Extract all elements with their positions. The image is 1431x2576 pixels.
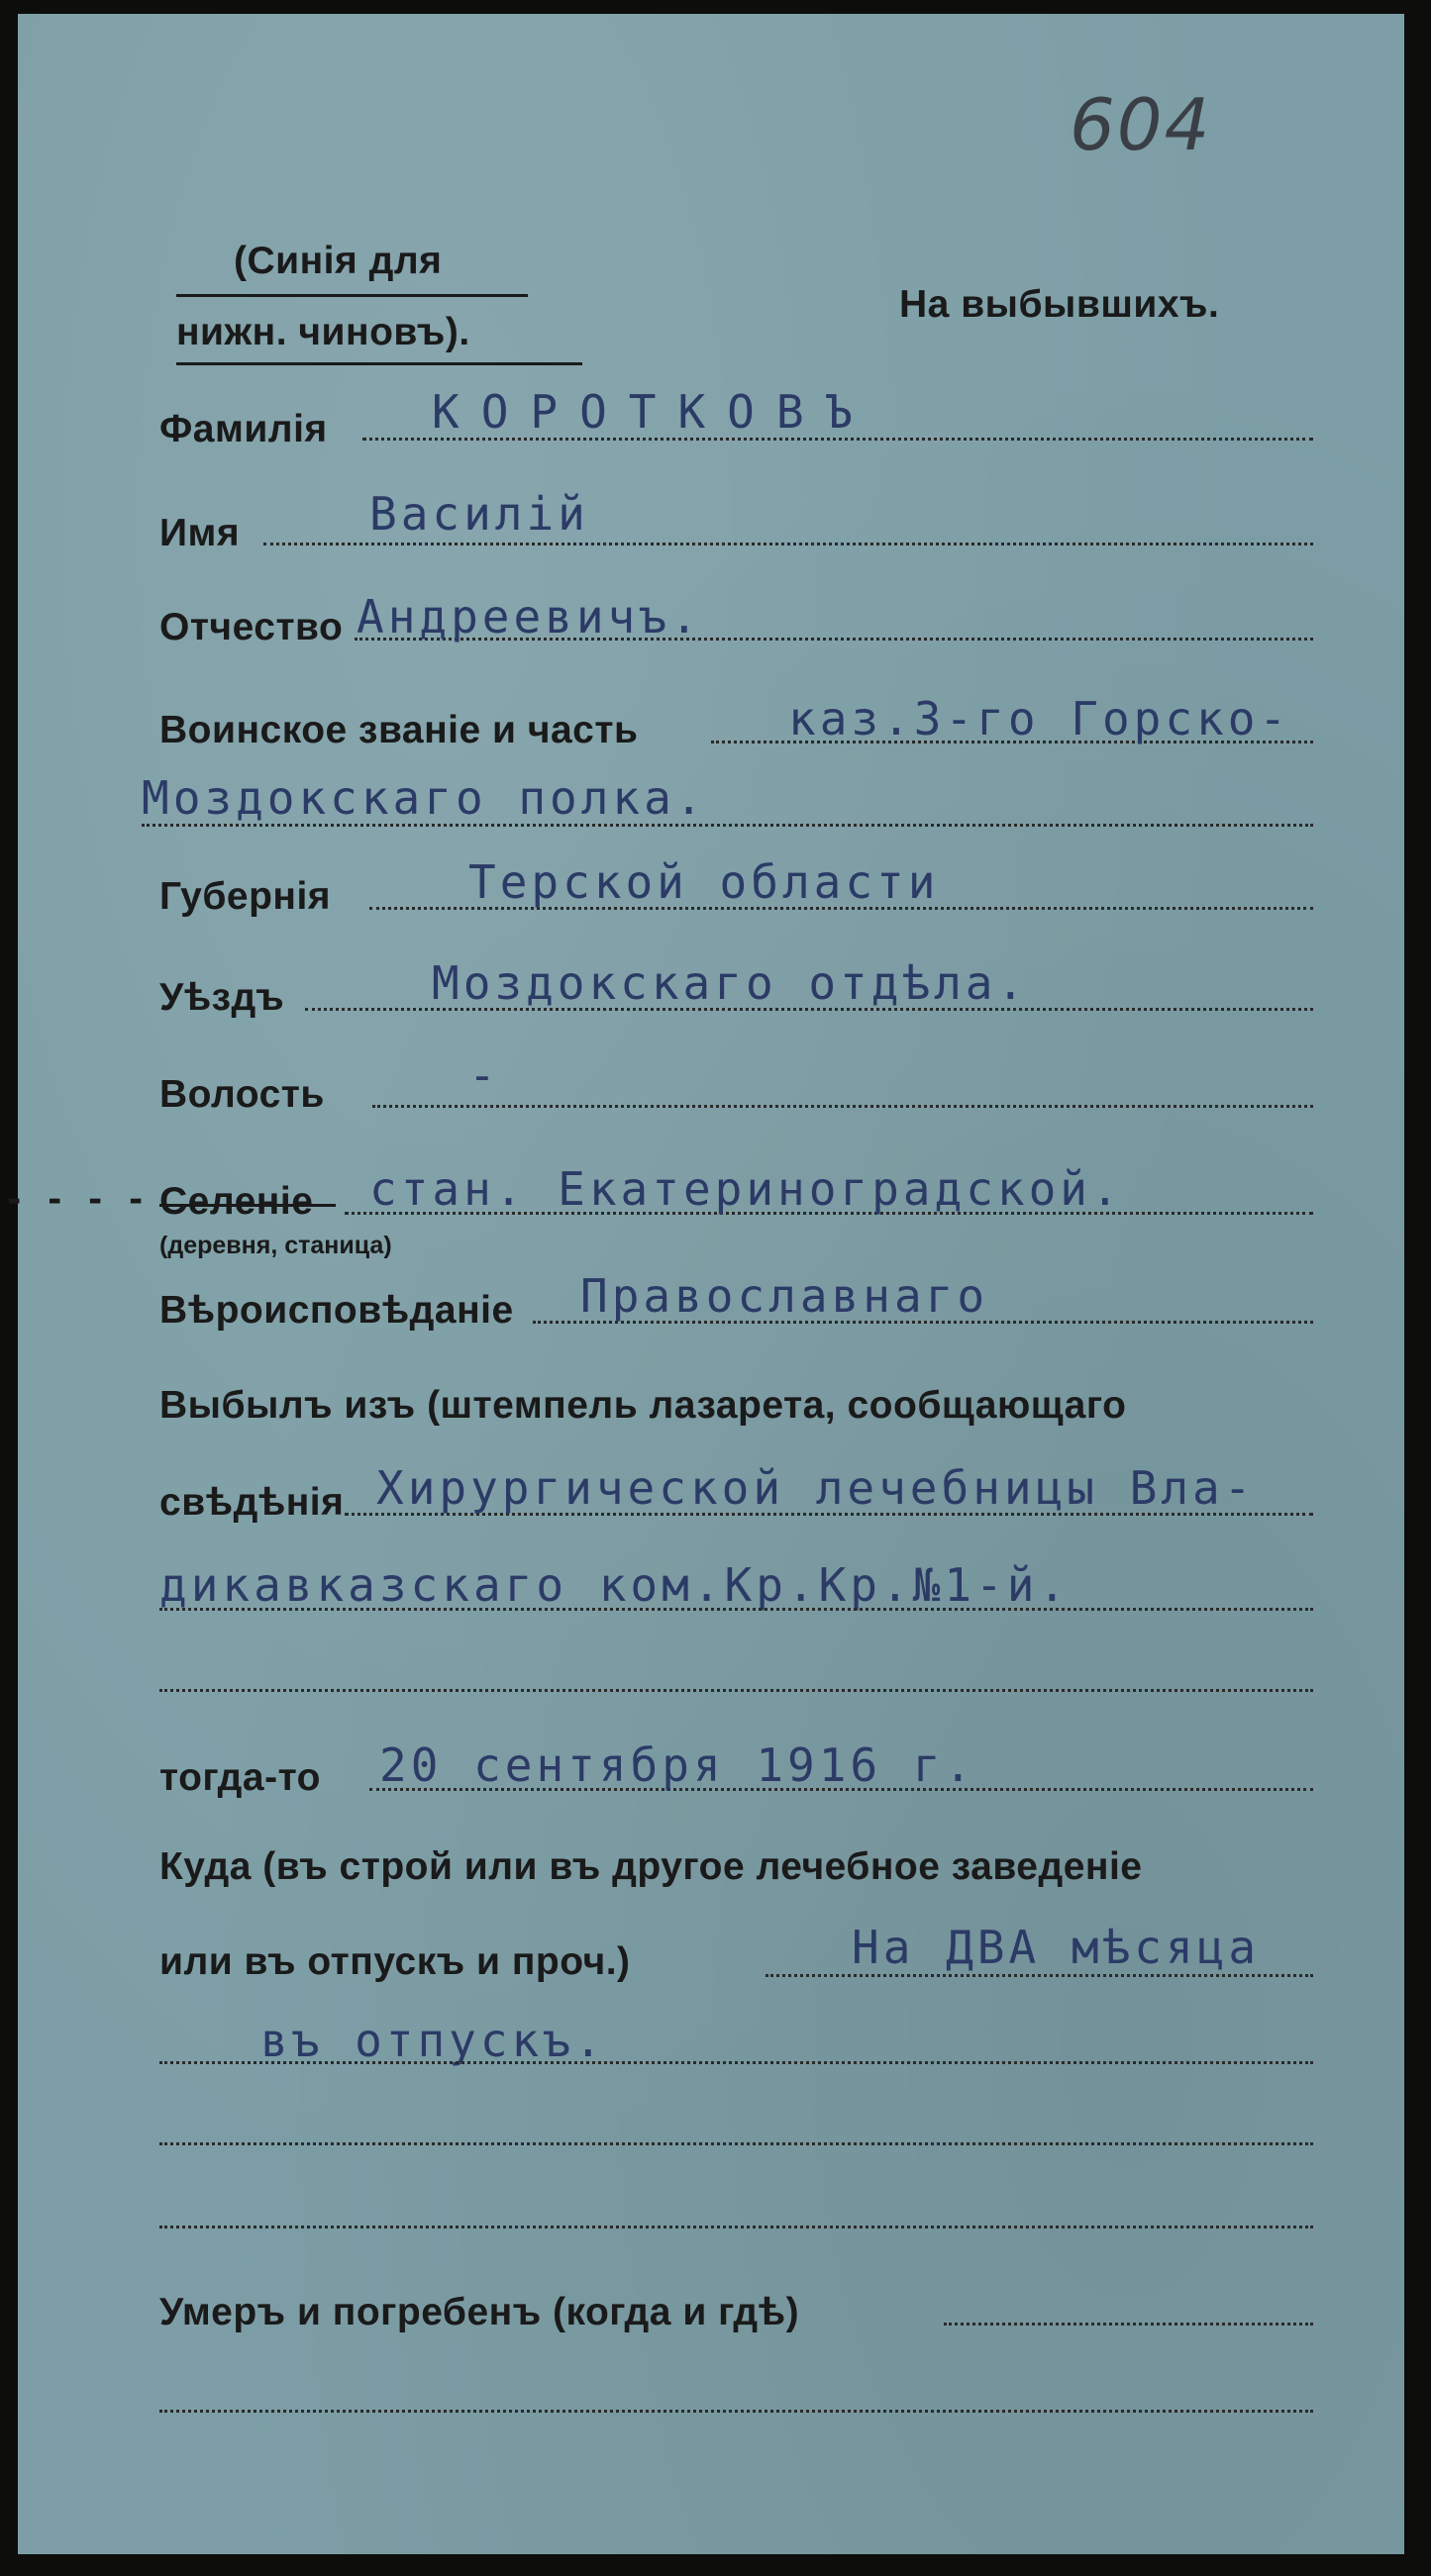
destination-line-4 bbox=[159, 2226, 1313, 2229]
category-line-2: нижн. чиновъ). bbox=[176, 311, 470, 353]
name-line bbox=[263, 543, 1313, 545]
volost-line bbox=[372, 1105, 1313, 1108]
rank-label: Воинское званіе и часть bbox=[159, 709, 639, 751]
surname-label: Фамилія bbox=[159, 408, 328, 450]
died-line-1 bbox=[944, 2323, 1313, 2326]
destination-value-2: въ отпускъ. bbox=[260, 2014, 606, 2067]
religion-label: Вѣроисповѣданіе bbox=[159, 1289, 514, 1332]
village-label-strike bbox=[159, 1204, 336, 1207]
archive-number: 604 bbox=[1070, 83, 1212, 166]
destination-line-3 bbox=[159, 2142, 1313, 2145]
province-label: Губернія bbox=[159, 875, 332, 918]
name-value: Василій bbox=[369, 487, 589, 541]
rank-value-2: Моздокскаго полка. bbox=[142, 771, 707, 825]
volost-label: Волость bbox=[159, 1073, 325, 1116]
category-line-1: (Синія для bbox=[234, 240, 443, 282]
destination-line-1 bbox=[766, 1974, 1313, 1977]
volost-value: - bbox=[468, 1048, 500, 1102]
village-sublabel: (деревня, станица) bbox=[159, 1232, 392, 1259]
category-underline-1 bbox=[176, 294, 528, 297]
destination-label-2: или въ отпускъ и проч.) bbox=[159, 1940, 631, 1983]
margin-dashes: - - - - bbox=[4, 1180, 147, 1220]
card-title: На выбывшихъ. bbox=[899, 283, 1220, 326]
died-line-2 bbox=[159, 2410, 1313, 2413]
discharged-line-2 bbox=[159, 1608, 1313, 1611]
name-label: Имя bbox=[159, 512, 241, 554]
patronymic-value: Андреевичъ. bbox=[357, 590, 702, 644]
discharged-label-1: Выбылъ изъ (штемпель лазарета, сообщающаго bbox=[159, 1384, 1127, 1427]
surname-value: КОРОТКОВЪ bbox=[432, 385, 875, 439]
district-value: Моздокскаго отдѣла. bbox=[432, 956, 1029, 1010]
rank-value-1: каз.3-го Горско- bbox=[788, 692, 1291, 745]
destination-line-2 bbox=[159, 2061, 1313, 2064]
registration-card bbox=[4, 14, 1404, 2554]
religion-value: Православнаго bbox=[580, 1269, 989, 1323]
destination-value-1: На ДВА мѣсяца bbox=[852, 1921, 1261, 1974]
district-label: Уѣздъ bbox=[159, 976, 285, 1019]
patronymic-label: Отчество bbox=[159, 606, 344, 648]
rank-line-2 bbox=[142, 824, 1313, 827]
died-label: Умеръ и погребенъ (когда и гдѣ) bbox=[159, 2291, 800, 2333]
destination-label-1: Куда (въ строй или въ другое лечебное заведеніе bbox=[159, 1845, 1143, 1888]
discharged-value-2: дикавказскаго ком.Кр.Кр.№1-й. bbox=[159, 1558, 1071, 1612]
village-label: Селеніе bbox=[159, 1180, 314, 1223]
discharged-value-1: Хирургической лечебницы Вла- bbox=[376, 1461, 1256, 1515]
category-underline-2 bbox=[176, 362, 582, 365]
discharged-line-3 bbox=[159, 1689, 1313, 1692]
village-value: стан. Екатериноградской. bbox=[369, 1162, 1123, 1216]
province-value: Терской области bbox=[468, 855, 940, 909]
date-label: тогда-то bbox=[159, 1756, 322, 1799]
date-value: 20 сентября 1916 г. bbox=[379, 1738, 976, 1792]
discharged-label-2: свѣдѣнія bbox=[159, 1481, 345, 1524]
